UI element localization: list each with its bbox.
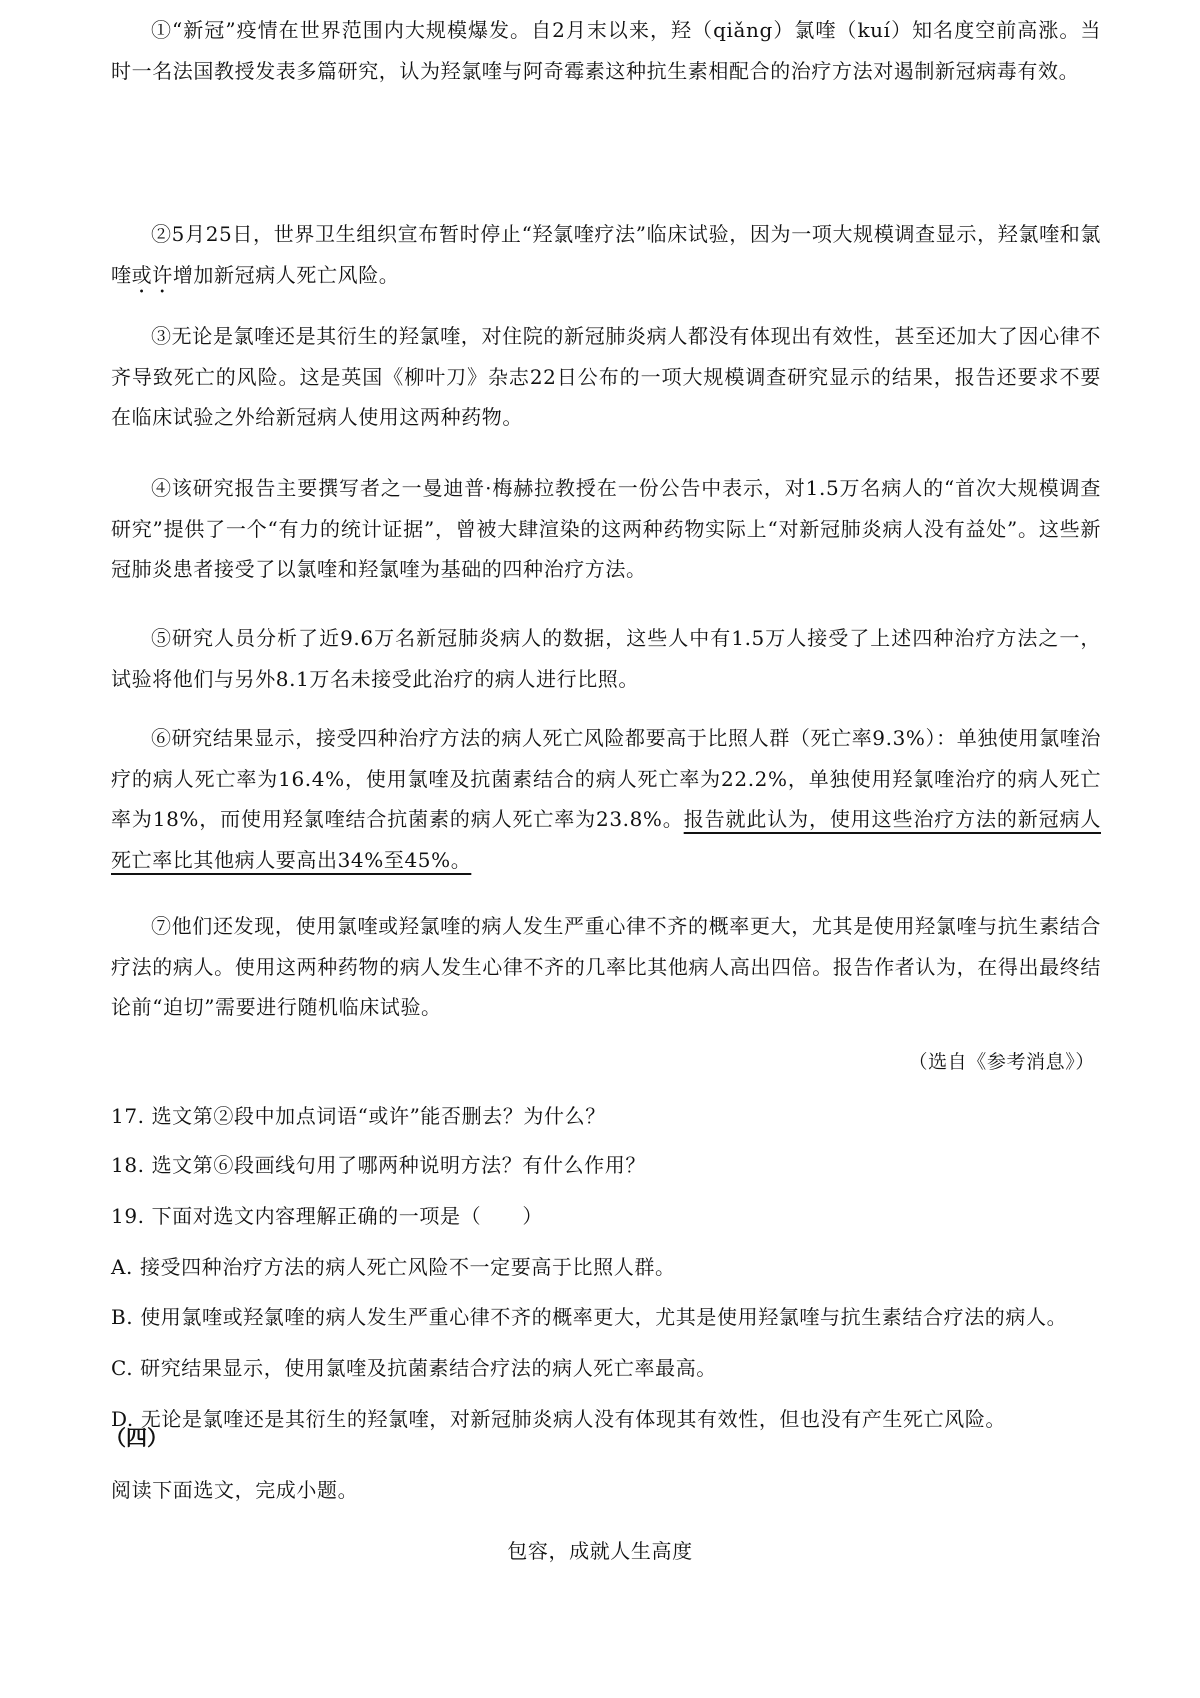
dotted-word-huoxu: 或许 <box>131 262 173 287</box>
paragraph-6-text: ⑥研究结果显示，接受四种治疗方法的病人死亡风险都要高于比照人群（死亡率9.3%）：单独使用氯喹治疗的病人死亡率为16.4%，使用氯喹及抗菌素结合的病人死亡率为22.2%，单独使用羟氯喹治疗的病人死亡率为18%，而使用羟氯喹结合抗菌素的病人死亡率为23.8%。 <box>111 726 1101 831</box>
question-17: 17. 选文第②段中加点词语“或许”能否删去？为什么？ <box>111 1104 606 1128</box>
passage-paragraph-6 <box>111 718 1101 880</box>
section-four-heading: （四） <box>105 1426 168 1450</box>
section-instruction: 阅读下面选文，完成小题。 <box>111 1478 359 1502</box>
option-d: D. 无论是氯喹还是其衍生的羟氯喹，对新冠肺炎病人没有体现其有效性，但也没有产生死亡风险。 <box>111 1407 1007 1431</box>
option-b: B. 使用氯喹或羟氯喹的病人发生严重心律不齐的概率更大，尤其是使用羟氯喹与抗生素结合疗法的病人。 <box>111 1305 1068 1329</box>
question-18: 18. 选文第⑥段画线句用了哪两种说明方法？有什么作用？ <box>111 1153 646 1177</box>
question-19: 19. 下面对选文内容理解正确的一项是（ ） <box>111 1204 543 1228</box>
paragraph-2-text-after: 增加新冠病人死亡风险。 <box>172 262 400 287</box>
passage-paragraph-1: ①“新冠”疫情在世界范围内大规模爆发。自2月末以来，羟（qiǎng）氯喹（kuí）知名度空前高涨。当时一名法国教授发表多篇研究，认为羟氯喹与阿奇霉素这种抗生素相配合的治疗方法对遏制新冠病毒有效。 <box>111 18 1101 83</box>
option-c: C. 研究结果显示，使用氯喹及抗菌素结合疗法的病人死亡率最高。 <box>111 1356 717 1380</box>
passage-paragraph-2 <box>111 214 1101 298</box>
article-title: 包容，成就人生高度 <box>507 1539 693 1563</box>
underlined-sentence: 报告就此认为，使用这些治疗方法的新冠病人死亡率比其他病人要高出34%至45%。 <box>111 807 1101 872</box>
paragraph-2-text-before: ②5月25日，世界卫生组织宣布暂时停止“羟氯喹疗法”临床试验，因为一项大规模调查显示，羟氯喹和氯喹 <box>111 222 1101 287</box>
option-a: A. 接受四种治疗方法的病人死亡风险不一定要高于比照人群。 <box>111 1255 676 1279</box>
passage-paragraph-7: ⑦他们还发现，使用氯喹或羟氯喹的病人发生严重心律不齐的概率更大，尤其是使用羟氯喹与抗生素结合疗法的病人。使用这两种药物的病人发生心律不齐的几率比其他病人高出四倍。报告作者认为，在得出最终结论前“迫切”需要进行随机临床试验。 <box>111 914 1101 1019</box>
passage-paragraph-3: ③无论是氯喹还是其衍生的羟氯喹，对住院的新冠肺炎病人都没有体现出有效性，甚至还加大了因心律不齐导致死亡的风险。这是英国《柳叶刀》杂志22日公布的一项大规模调查研究显示的结果，报告还要求不要在临床试验之外给新冠病人使用这两种药物。 <box>111 324 1101 429</box>
passage-paragraph-5: ⑤研究人员分析了近9.6万名新冠肺炎病人的数据，这些人中有1.5万人接受了上述四种治疗方法之一，试验将他们与另外8.1万名未接受此治疗的病人进行比照。 <box>111 626 1101 691</box>
source-citation: （选自《参考消息》） <box>908 1051 1095 1073</box>
passage-paragraph-4: ④该研究报告主要撰写者之一曼迪普·梅赫拉教授在一份公告中表示，对1.5万名病人的“首次大规模调查研究”提供了一个“有力的统计证据”，曾被大肆渲染的这两种药物实际上“对新冠肺炎病人没有益处”。这些新冠肺炎患者接受了以氯喹和羟氯喹为基础的四种治疗方法。 <box>111 476 1101 581</box>
